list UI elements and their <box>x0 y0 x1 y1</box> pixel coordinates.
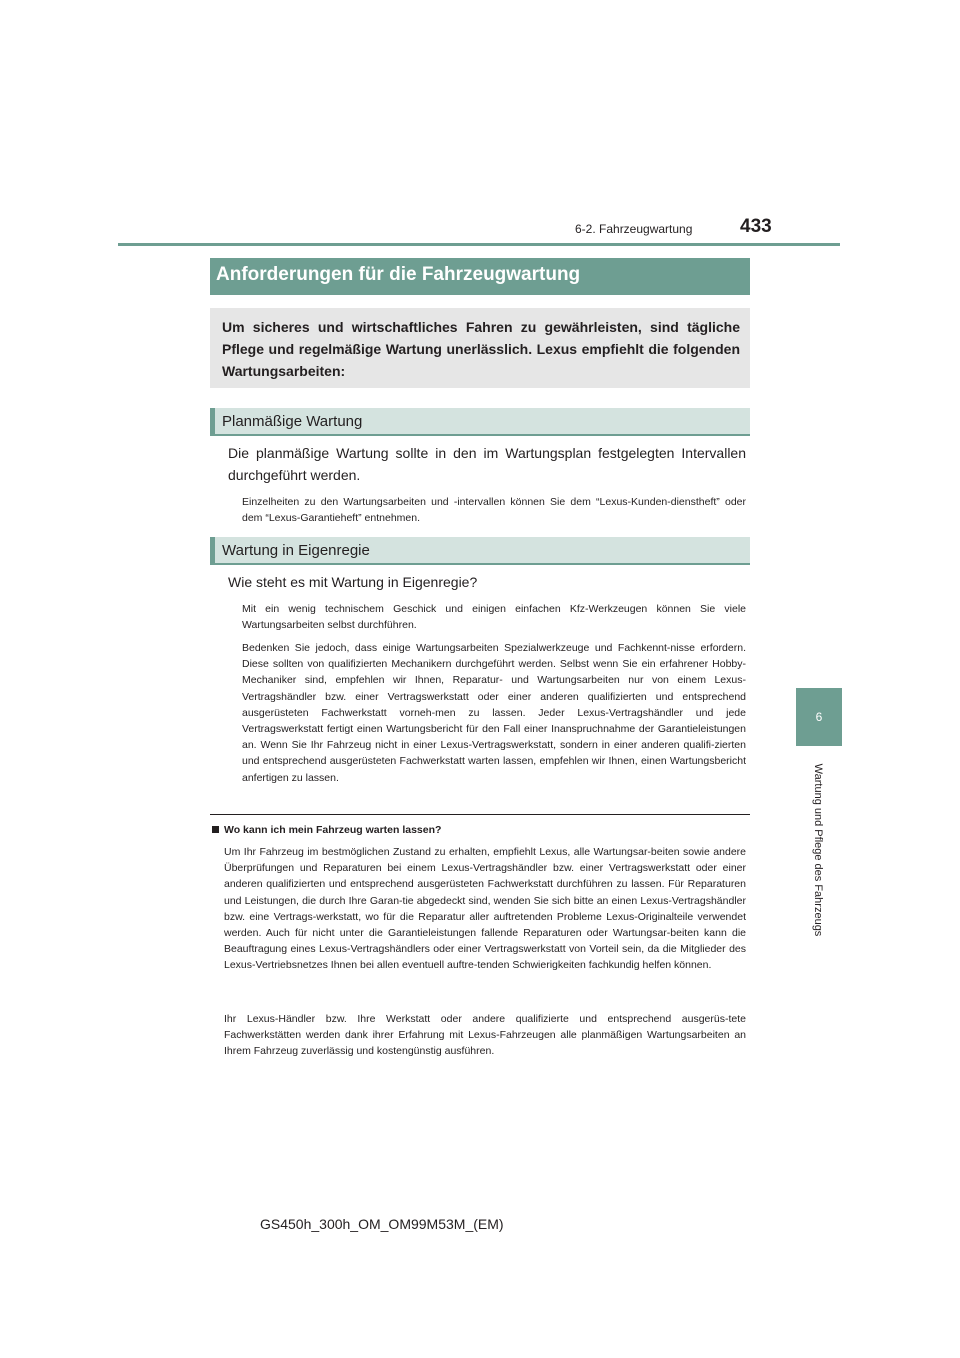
page-number: 433 <box>740 216 772 237</box>
footer-doc-id: GS450h_300h_OM_OM99M53M_(EM) <box>260 1216 504 1232</box>
note-paragraph-2: Ihr Lexus-Händler bzw. Ihre Werkstatt oder andere qualifizierte und entsprechend ausgerüs-tete Fachwerkstätten werden dank ihrer Erfahrung mit Lexus-Fahrzeugen alle planmäßigen Wartungsarbeiten an Ihrem Fahrzeug zuverlässig und kostengünstig ausführen. <box>224 1013 746 1058</box>
square-bullet-icon <box>212 826 219 833</box>
section-lead-planned: Die planmäßige Wartung sollte in den im Wartungsplan festgelegten Intervallen durchgeführt werden. <box>228 445 746 483</box>
section-lead-diy: Wie steht es mit Wartung in Eigenregie? <box>228 574 478 590</box>
header-section-label: 6-2. Fahrzeugwartung <box>575 222 693 236</box>
section-paragraph-diy-2: Bedenken Sie jedoch, dass einige Wartungsarbeiten Spezialwerkzeuge und Fachkennt-nisse erfordern. Diese sollten von qualifizierten Mechanikern durchgeführt werden. Selbst wenn Sie ein erfahrener Hobby-Mechaniker sind, empfehlen wir Ihnen, Reparatur- und Wartungsarbeiten nur von einem Lexus-Vertragshändler bzw. einer Vertragswerkstatt oder einer anderen qualifizierten und entsprechend ausgerüsteten Fachwerkstatt vorneh-men zu lassen. Jeder Lexus-Vertragshändler und jede Vertragswerkstatt fertigt einen Wartungsbericht für den Fall einer Inanspruchnahme der Garantieleistungen an. Wenn Sie Ihr Fahrzeug nicht in einer Lexus-Vertragswerkstatt, sondern in einer anderen qualifi-zierten und entsprechend ausgerüsteten Fachwerkstatt warten lassen, empfehlen wir Ihnen, einen Wartungsbericht anfertigen zu lassen. <box>242 642 746 784</box>
section-title-diy: Wartung in Eigenregie <box>222 542 370 559</box>
page-title: Anforderungen für die Fahrzeugwartung <box>216 264 581 285</box>
intro-text: Um sicheres und wirtschaftliches Fahren zu gewährleisten, sind tägliche Pflege und regelmäßige Wartung unerlässlich. Lexus empfiehlt die folgenden Wartungsarbeiten: <box>222 319 740 379</box>
note-heading <box>212 824 441 836</box>
section-paragraph-diy-1: Mit ein wenig technischem Geschick und einigen einfachen Kfz-Werkzeugen können Sie viele Wartungsarbeiten selbst durchführen. <box>242 603 746 632</box>
section-title-planned: Planmäßige Wartung <box>222 413 363 430</box>
note-heading-text: Wo kann ich mein Fahrzeug warten lassen? <box>224 824 442 836</box>
section-paragraph-planned: Einzelheiten zu den Wartungsarbeiten und -intervallen können Sie dem “Lexus-Kunden-dienstheft” oder dem “Lexus-Garantieheft” entnehmen. <box>242 496 746 525</box>
note-divider <box>210 814 750 815</box>
note-paragraph-1: Um Ihr Fahrzeug im bestmöglichen Zustand zu erhalten, empfiehlt Lexus, alle Wartungsar-beiten sowie andere Überprüfungen und Reparaturen bei einem Lexus-Vertragshändler bzw. einer Vertragswerkstatt oder einer anderen qualifizierten und entsprechend ausgerüsteten Fachwerkstatt durchführen zu lassen. Für Reparaturen und Leistungen, die durch Ihre Garan-tie abgedeckt sind, wenden Sie sich bitte an einen Lexus-Vertragshändler bzw. eine Vertrags-werkstatt, wo für die Reparatur aller auftretenden Probleme Lexus-Originalteile verwendet werden. Auch für nicht unter die Garantieleistungen fallende Reparaturen oder Wartungsar-beiten kann die Beauftragung eines Lexus-Vertragshändlers oder einer Vertragswerkstatt von Vorteil sein, da die Mitglieder des Lexus-Vertriebsnetzes Ihnen bei allen eventuell auftre-tenden Schwierigkeiten fachkundig helfen können. <box>224 846 746 972</box>
header-divider <box>118 243 840 246</box>
chapter-title-vertical: Wartung und Pflege des Fahrzeugs <box>812 763 824 937</box>
chapter-tab: 6 <box>796 688 842 746</box>
